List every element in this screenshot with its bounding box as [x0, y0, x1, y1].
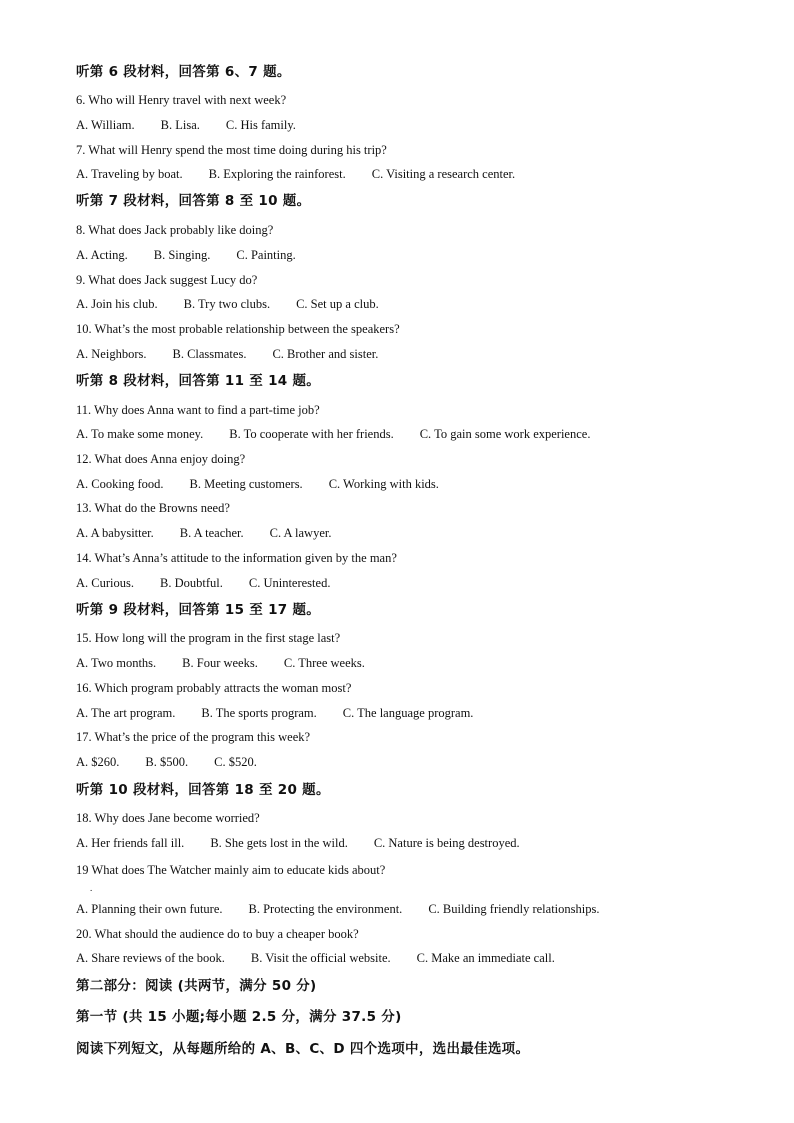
option: C. Nature is being destroyed. [373, 836, 520, 850]
question: 13. What do the Browns need? [76, 501, 230, 515]
option: B. Four weeks. [182, 656, 258, 670]
option: B. Classmates. [172, 347, 247, 361]
options-row [76, 346, 378, 362]
option: B. Lisa. [160, 118, 200, 132]
question: 20. What should the audience do to buy a cheaper book? [76, 927, 359, 941]
option: A. Share reviews of the book. [76, 951, 225, 965]
options-row [76, 950, 555, 966]
option: B. To cooperate with her friends. [229, 427, 394, 441]
option: C. Uninterested. [248, 576, 331, 590]
option: C. Set up a club. [296, 297, 379, 311]
question: 12. What does Anna enjoy doing? [76, 452, 246, 466]
option: C. Three weeks. [283, 656, 365, 670]
question: 9. What does Jack suggest Lucy do? [76, 273, 258, 287]
option: B. She gets lost in the wild. [210, 836, 348, 850]
subsection-heading: 第一节 (共 15 小题;每小题 2.5 分，满分 37.5 分) [76, 1009, 402, 1025]
option: B. Singing. [153, 248, 211, 262]
options-row [76, 754, 257, 770]
question: 10. What’s the most probable relationship between the speakers? [76, 322, 400, 336]
question: 18. Why does Jane become worried? [76, 811, 260, 825]
option: A. $260. [76, 755, 120, 769]
option: C. To gain some work experience. [419, 427, 591, 441]
option: A. Join his club. [76, 297, 158, 311]
option: B. Doubtful. [160, 576, 223, 590]
option: B. Try two clubs. [183, 297, 271, 311]
option: B. A teacher. [179, 526, 244, 540]
option: A. Curious. [76, 576, 134, 590]
options-row [76, 901, 599, 917]
option: C. Visiting a research center. [371, 167, 516, 181]
question: 7. What will Henry spend the most time doing during his trip? [76, 143, 387, 157]
part-heading: 第二部分：阅读 (共两节，满分 50 分) [76, 978, 317, 994]
option: C. Brother and sister. [272, 347, 379, 361]
section-heading: 听第 10 段材料，回答第 18 至 20 题。 [76, 782, 330, 798]
options-row [76, 296, 379, 312]
option: C. Working with kids. [328, 477, 439, 491]
question: 14. What’s Anna’s attitude to the information given by the man? [76, 551, 397, 565]
option: A. Neighbors. [76, 347, 147, 361]
option: A. Two months. [76, 656, 157, 670]
option: A. Planning their own future. [76, 902, 223, 916]
option: B. Exploring the rainforest. [208, 167, 346, 181]
options-row [76, 247, 296, 263]
question: 11. Why does Anna want to find a part-time job? [76, 403, 320, 417]
option: B. Meeting customers. [189, 477, 303, 491]
option: C. Building friendly relationships. [428, 902, 600, 916]
options-row [76, 575, 330, 591]
question: 8. What does Jack probably like doing? [76, 223, 274, 237]
option: B. Protecting the environment. [248, 902, 403, 916]
option: C. Painting. [236, 248, 296, 262]
options-row [76, 476, 439, 492]
options-row [76, 426, 590, 442]
option: A. Acting. [76, 248, 128, 262]
option: C. A lawyer. [269, 526, 332, 540]
section-heading: 听第 6 段材料，回答第 6、7 题。 [76, 64, 291, 80]
option: B. The sports program. [201, 706, 317, 720]
option: A. The art program. [76, 706, 176, 720]
option: A. Traveling by boat. [76, 167, 183, 181]
option: B. Visit the official website. [250, 951, 391, 965]
option: C. Make an immediate call. [416, 951, 555, 965]
question: 15. How long will the program in the first stage last? [76, 631, 341, 645]
option: B. $500. [145, 755, 189, 769]
option: A. To make some money. [76, 427, 204, 441]
question: 6. Who will Henry travel with next week? [76, 93, 287, 107]
question: 17. What’s the price of the program this week? [76, 730, 311, 744]
options-row [76, 166, 515, 182]
section-heading: 听第 8 段材料，回答第 11 至 14 题。 [76, 373, 321, 389]
option: C. His family. [225, 118, 296, 132]
options-row [76, 835, 520, 851]
stray-dot-mark: . [90, 883, 93, 893]
section-heading: 听第 9 段材料，回答第 15 至 17 题。 [76, 602, 321, 618]
option: A. William. [76, 118, 135, 132]
options-row [76, 655, 365, 671]
option: A. Her friends fall ill. [76, 836, 185, 850]
options-row [76, 705, 473, 721]
option: C. $520. [214, 755, 257, 769]
question: 19 What does The Watcher mainly aim to educate kids about? [76, 863, 386, 877]
question: 16. Which program probably attracts the woman most? [76, 681, 352, 695]
option: A. Cooking food. [76, 477, 164, 491]
options-row [76, 117, 296, 133]
instructions: 阅读下列短文，从每题所给的 A、B、C、D 四个选项中，选出最佳选项。 [76, 1041, 530, 1057]
options-row [76, 525, 331, 541]
option: A. A babysitter. [76, 526, 154, 540]
option: C. The language program. [342, 706, 474, 720]
section-heading: 听第 7 段材料，回答第 8 至 10 题。 [76, 193, 311, 209]
